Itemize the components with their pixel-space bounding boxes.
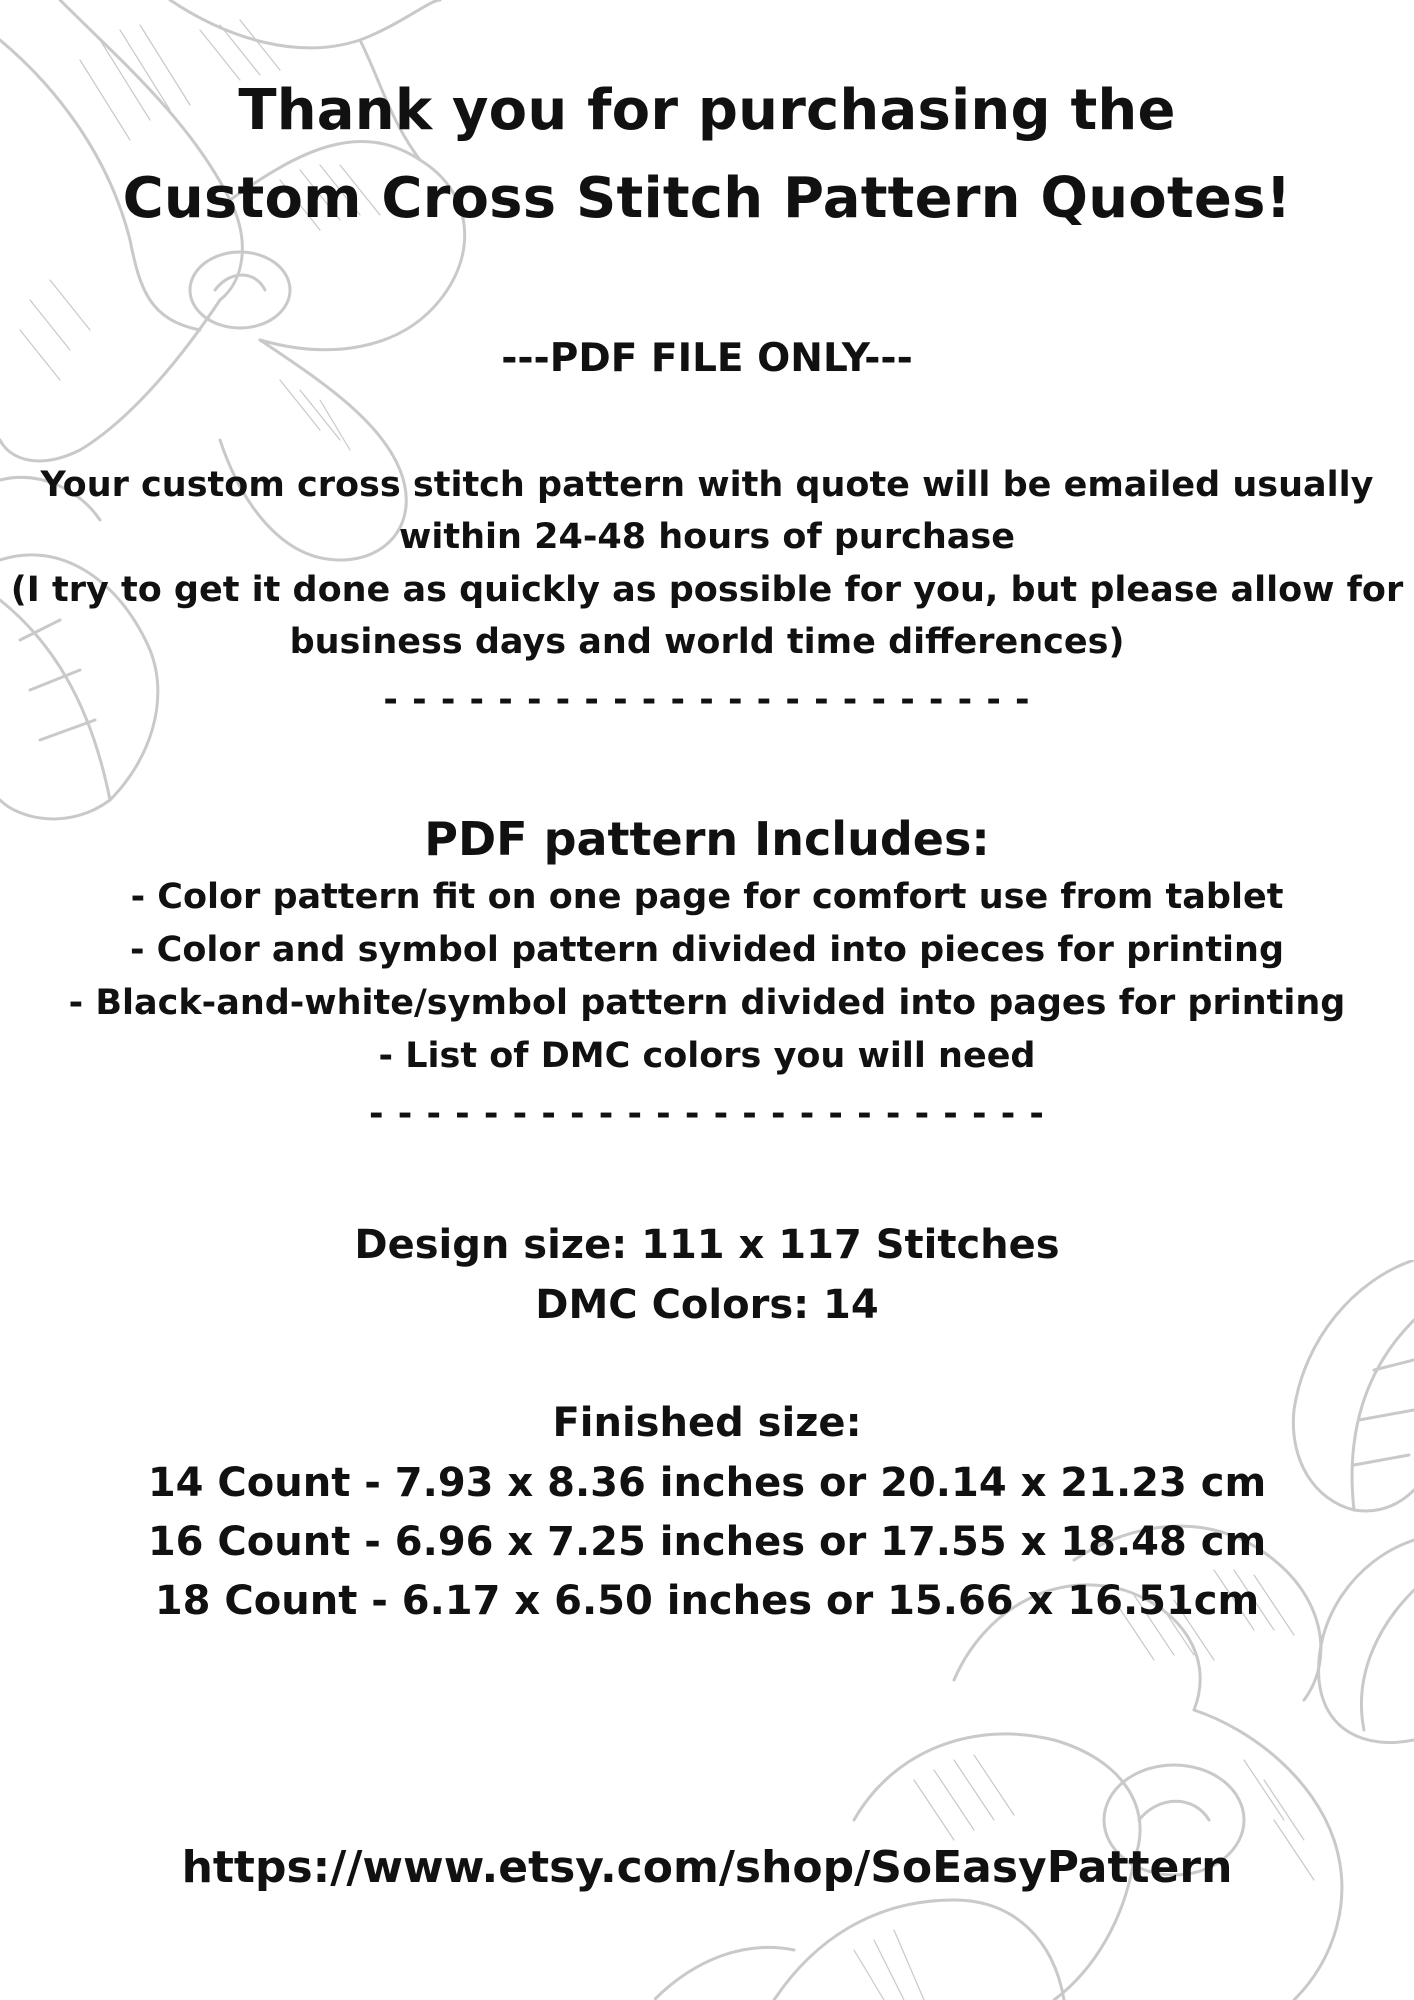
divider-1: - - - - - - - - - - - - - - - - - - - - - - - <box>383 680 1031 720</box>
finished-size-row: 16 Count - 6.96 x 7.25 inches or 17.55 x 18.48 cm <box>147 1519 1267 1565</box>
delivery-text-line-2: within 24-48 hours of purchase <box>399 517 1015 557</box>
delivery-text-line-1: Your custom cross stitch pattern with quote will be emailed usually <box>40 465 1374 505</box>
shop-url: https://www.etsy.com/shop/SoEasyPattern <box>181 1842 1233 1893</box>
includes-item: - List of DMC colors you will need <box>378 1036 1036 1076</box>
finished-size-heading: Finished size: <box>552 1400 862 1446</box>
title-line-1: Thank you for purchasing the <box>238 78 1176 143</box>
includes-item: - Black-and-white/symbol pattern divided into pages for printing <box>68 983 1346 1023</box>
title-line-2: Custom Cross Stitch Pattern Quotes! <box>122 166 1292 231</box>
dmc-colors: DMC Colors: 14 <box>535 1282 879 1328</box>
includes-item: - Color and symbol pattern divided into pieces for printing <box>129 930 1285 970</box>
delivery-text-line-3: (I try to get it done as quickly as possible for you, but please allow for <box>10 570 1404 610</box>
divider-2: - - - - - - - - - - - - - - - - - - - - - - - - <box>369 1094 1045 1134</box>
pdf-file-only-note: ---PDF FILE ONLY--- <box>501 336 913 381</box>
includes-item: - Color pattern fit on one page for comfort use from tablet <box>130 877 1284 917</box>
includes-heading: PDF pattern Includes: <box>424 812 990 866</box>
delivery-text-line-4: business days and world time differences) <box>289 622 1125 662</box>
design-size: Design size: 111 x 117 Stitches <box>354 1222 1060 1268</box>
finished-size-row: 18 Count - 6.17 x 6.50 inches or 15.66 x 16.51cm <box>154 1578 1260 1624</box>
finished-size-row: 14 Count - 7.93 x 8.36 inches or 20.14 x 21.23 cm <box>147 1460 1267 1506</box>
